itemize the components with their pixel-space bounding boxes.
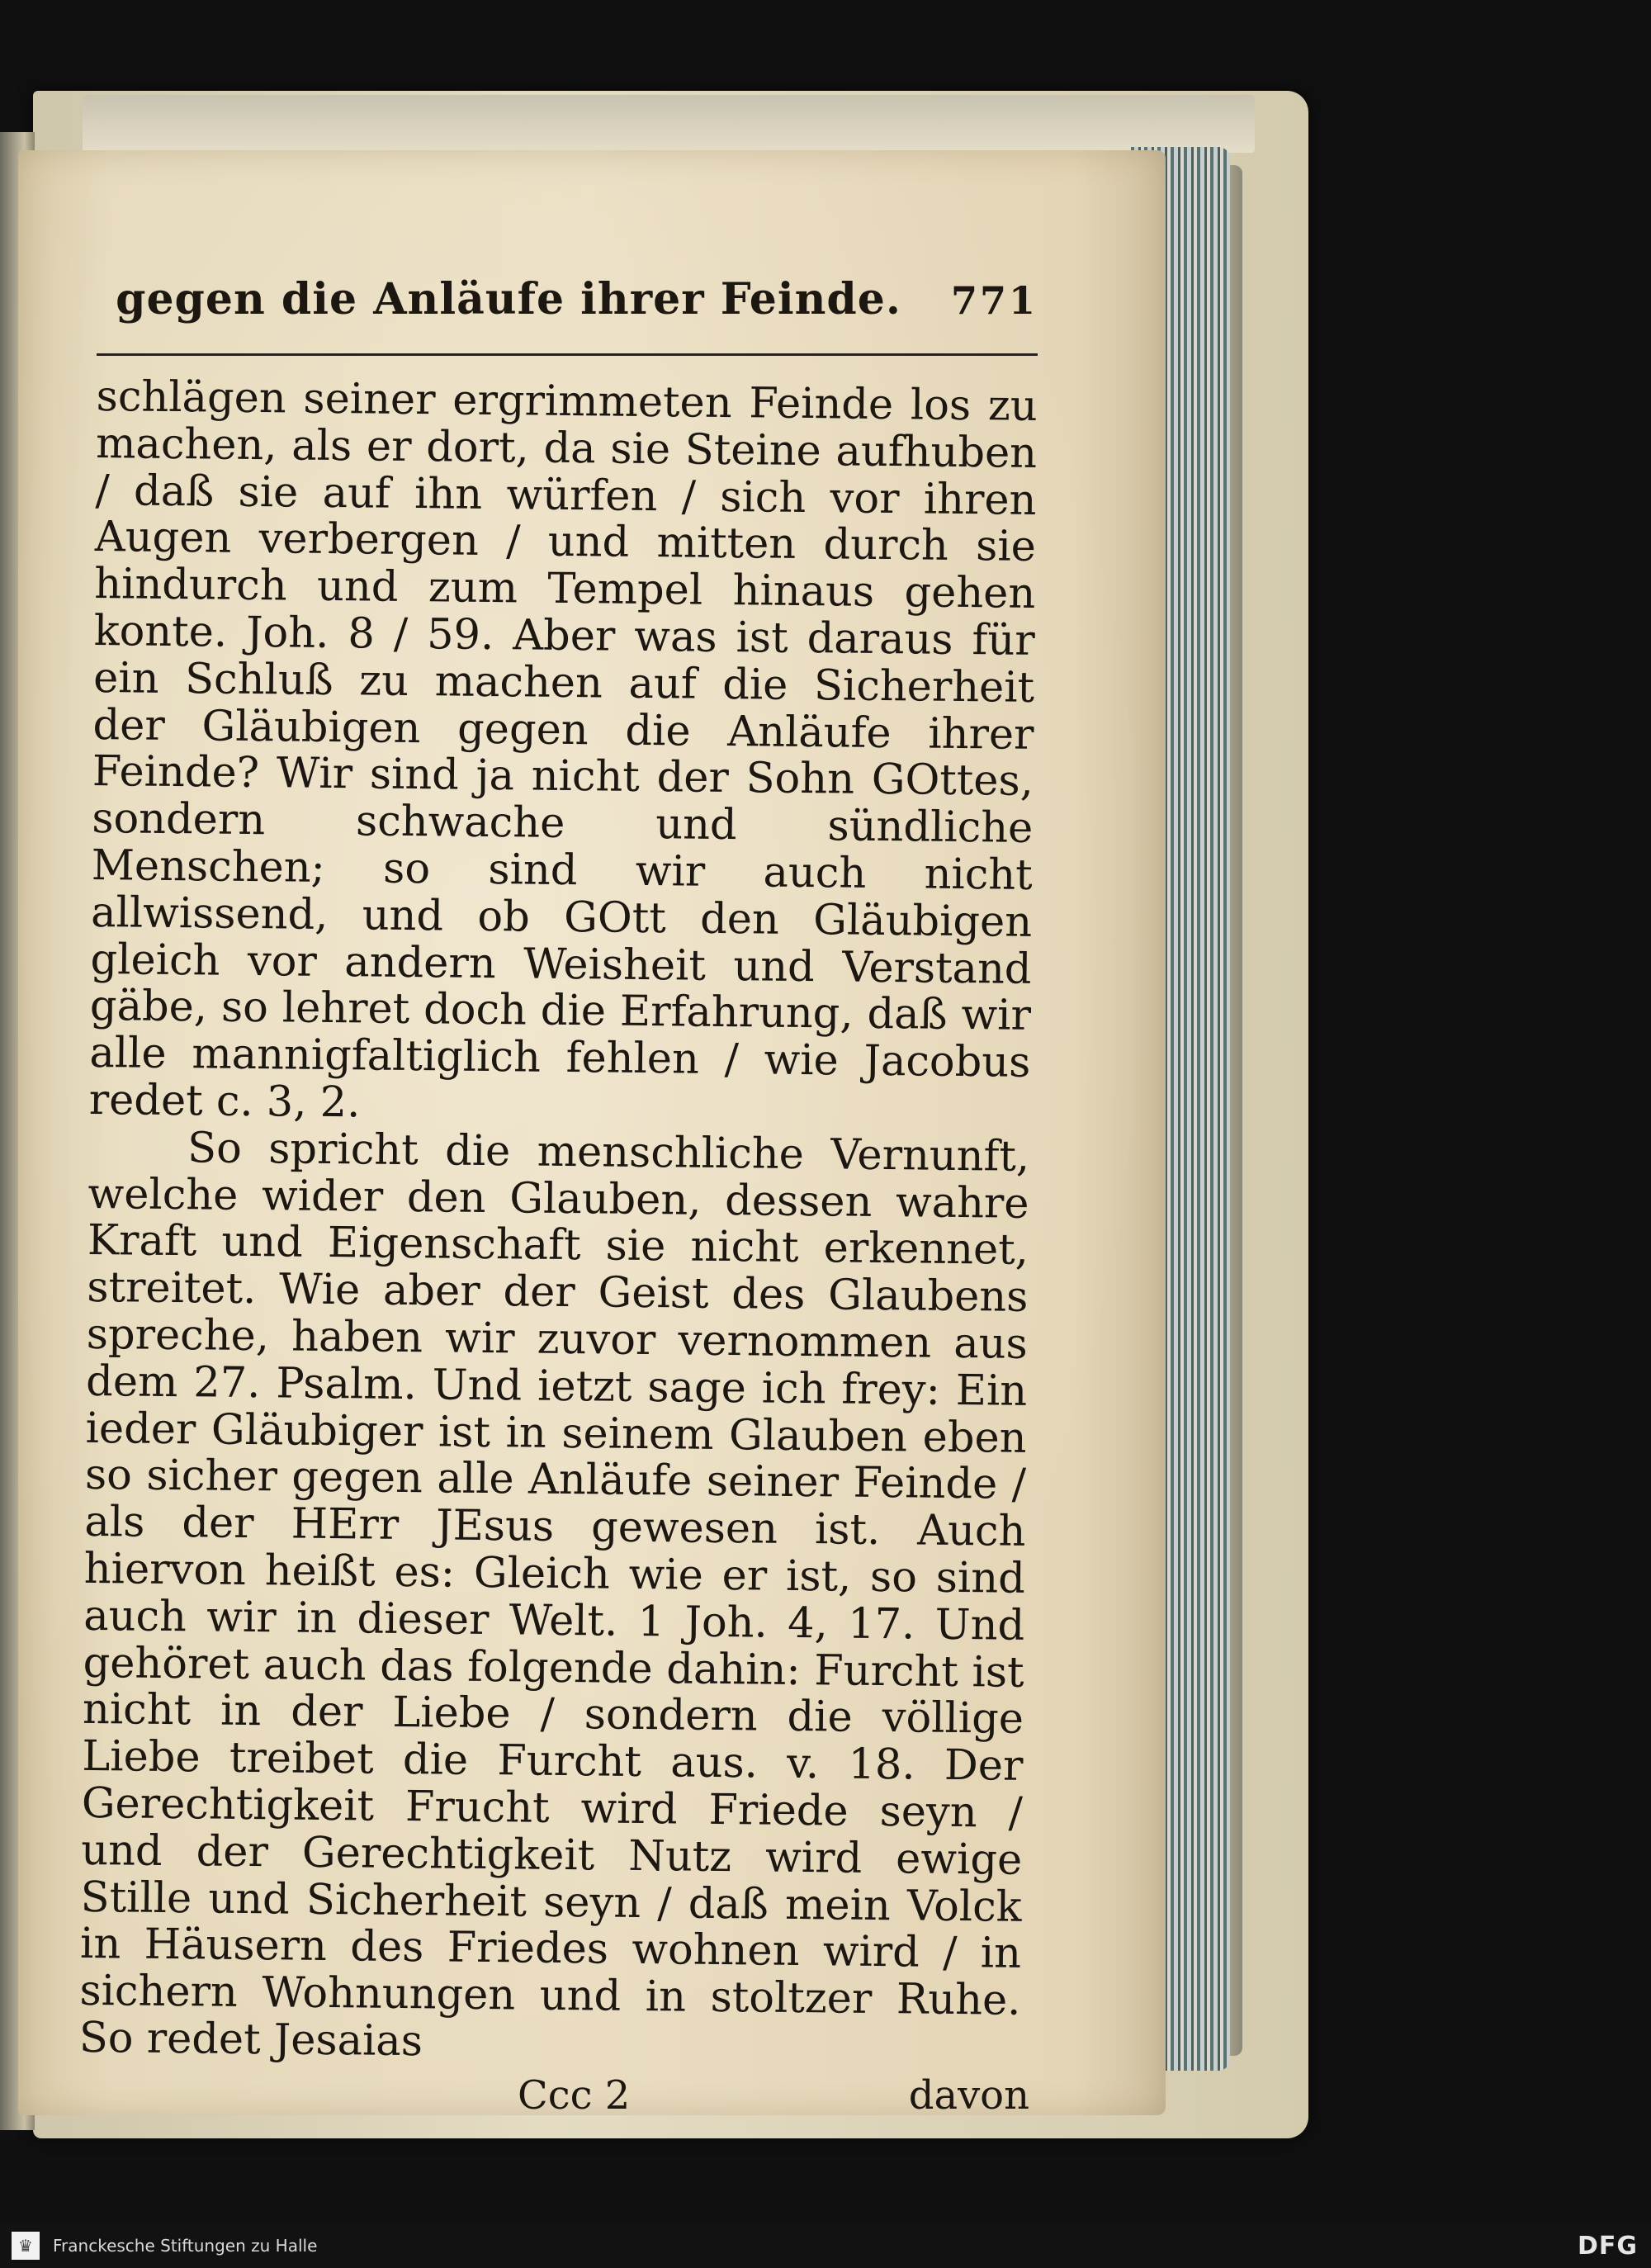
paragraph: schlägen seiner ergrimmeten Feinde los zu machen, als er dort, da sie Steine aufhuben / daß sie auf ihn würfen / sich vor ihren Augen verbergen / und mitten durch sie hindurch und zum Tempel hinaus gehen konte. Joh. 8 / 59. Aber was ist daraus für ein Schluß zu machen auf die Sicherheit der Gläubigen gegen die Anläufe ihrer Feinde? Wir sind ja nicht der Sohn GOttes, sondern schwache und sündliche Menschen; so sind wir auch nicht allwissend, und ob GOtt den Gläubigen gleich vor andern Weisheit und Verstand gäbe, so lehret doch die Erfahrung, daß wir alle mannigfaltiglich fehlen / wie Jacobus redet c. 3, 2. <box>88 372 1038 1128</box>
header-rule <box>97 353 1038 356</box>
paragraph: So spricht die menschliche Vernunft, welche wider den Glauben, dessen wahre Kraft und Eigenschaft sie nicht erkennet, streitet. Wie aber der Geist des Glaubens spreche, haben wir zuvor vernommen aus dem 27. Psalm. Und ietzt sage ich frey: Ein ieder Gläubiger ist in seinem Glauben eben so sicher gegen alle Anläufe seiner Feinde / als der HErr JEsus gewesen ist. Auch hiervon heißt es: Gleich wie er ist, so sind auch wir in dieser Welt. 1 Joh. 4, 17. Und gehöret auch das folgende dahin: Furcht ist nicht in der Liebe / sondern die völlige Liebe treibet die Furcht aus. v. 18. Der Gerechtigkeit Frucht wird Friede seyn / und der Gerechtigkeit Nutz wird ewige Stille und Sicherheit seyn / daß mein Volck in Häusern des Friedes wohnen wird / in sichern Wohnungen und in stoltzer Ruhe. So redet Jesaias <box>78 1123 1030 2067</box>
dfg-logo[interactable]: DFG <box>1577 2232 1638 2261</box>
running-head: gegen die Anläufe ihrer Feinde. <box>116 274 901 324</box>
catchword: davon <box>908 2072 1029 2119</box>
book-page <box>18 150 1166 2119</box>
foundation-logo-icon[interactable]: ♛ <box>12 2232 40 2260</box>
page-header <box>97 274 1038 348</box>
book-cover-top-edge <box>83 95 1255 153</box>
body-text <box>79 374 1038 2072</box>
page-text-block <box>78 274 1038 2119</box>
viewer-footer-bar <box>0 2223 1651 2268</box>
page-number: 771 <box>950 278 1038 323</box>
signature-mark: Ccc 2 <box>518 2072 631 2119</box>
page-footer <box>97 2072 1038 2119</box>
institution-name[interactable]: Franckesche Stiftungen zu Halle <box>53 2236 318 2256</box>
